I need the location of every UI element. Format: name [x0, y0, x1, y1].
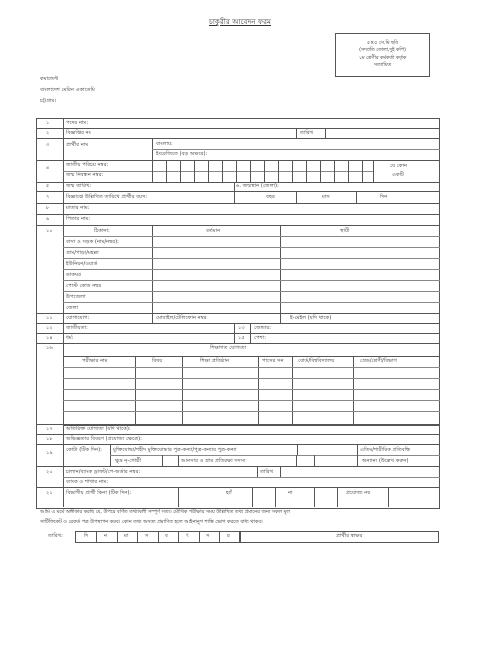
address-union: ইউনিয়ন/ওয়ার্ড [66, 261, 98, 267]
quota-orphan-disabled: এতিম/শারীরিক প্রতিবন্ধি [360, 447, 411, 453]
date-cell-day-1: দি [84, 533, 89, 539]
education-label: শিক্ষাগত যোগ্যতা [210, 345, 247, 351]
date-cell-month-1: মা [124, 533, 129, 539]
any-one-note-2: একটি [392, 172, 404, 178]
addressee-line-3: চট্টগ্রাম। [40, 98, 57, 104]
photo-box-attested: সত্যায়িত [373, 63, 392, 68]
address-post-office: ডাকঘর [66, 272, 82, 278]
quota-ethnic-minority: ক্ষুদ্র নৃ-গোষ্ঠী [115, 458, 142, 464]
declaration-line-1: আমি এ মর্মে অঙ্গীকার করছি যে, উপরে বর্ণিত তথ্যাবলী সম্পূর্ণ সত্য। মৌখিক পরীক্ষার সময় উল্লিখিত তথ্য প্রমানের জন্য সকল মূল [40, 509, 290, 515]
date-cell-year-2: ৎ [186, 533, 189, 539]
photo-box-officer: ১ম শ্রেণীর কর্মকর্তা কর্তৃক [358, 56, 407, 61]
address-village: গ্রাম/পাড়া/মহল্লা [66, 250, 99, 256]
row-21-number: ২১ [46, 490, 53, 496]
age-label: বিজ্ঞাপ্তে উল্লিখিত তারিখে প্রার্থীর বয়স: [66, 194, 148, 200]
declaration-line-2: সার্টিফিকেট ও রেকর্ড পত্র উপস্থাপন করব। কোন তথ্য অসত্য প্রমাণিত হলে আইনানুগ শাস্তি ভোগ করতে বাধ্য থাকব। [40, 519, 263, 525]
education-header-board: বোর্ড/বিশ্ববিদ্যালয় [298, 358, 335, 364]
row-3-number: ৩ [46, 142, 50, 148]
quota-other: অন্যান্য (উল্লেখ করুন) [362, 458, 409, 464]
mother-name-label: মাতার নাম: [66, 205, 90, 211]
present-address-label: বর্তমান [206, 228, 221, 234]
any-one-note-1: যে কোন [390, 163, 408, 169]
address-upazila: উপজেলা [66, 294, 86, 300]
row-18-number: ১৮ [46, 436, 53, 442]
bank-branch-label: ব্যাংক ও শাখার নাম: [66, 479, 109, 485]
nationality-label: জাতীয়তা: [66, 325, 88, 331]
experience-label: অভিজ্ঞতার বিবরণ (প্রযোজ্য ক্ষেত্রে): [66, 436, 142, 442]
quota-freedom-fighter: মুক্তিযোদ্ধা/শহীদ মুক্তিযোদ্ধার পুত্র-কন্যা/পুত্র-কন্যার পুত্র-কন্যা [113, 447, 237, 453]
name-bangla-label: বাংলায়: [156, 141, 173, 147]
applicant-signature-label: প্রার্থীর স্বাক্ষর [336, 533, 363, 539]
religion-label: ধর্ম: [66, 335, 74, 341]
quota-ansar-vdp: আনসার ও গ্রাম প্রতিরক্ষা সদস্য [181, 458, 246, 464]
addressee-line-1: কমান্ডেন্ট [40, 76, 59, 82]
age-day-label: দিন [380, 194, 388, 200]
address-district: জেলা [66, 305, 79, 311]
date-cell-year-4: র [227, 533, 230, 539]
occupation-label: পেশা: [254, 335, 266, 341]
row-9-number: ৯ [46, 216, 50, 222]
contact-label: যোগাযোগ: [66, 315, 90, 321]
mobile-number-label: মোবাইল/টেলিফোন নম্বর [156, 315, 207, 321]
birth-date-label: জন্ম তারিখ: [66, 183, 92, 189]
birth-registration-label: জন্ম নিবন্ধন নম্বর: [66, 172, 104, 178]
permanent-address-label: স্থায়ী [340, 228, 350, 234]
nid-label: জাতীয় পরিচয় নম্বর: [66, 162, 109, 168]
departmental-no-label: না [288, 490, 293, 496]
father-name-label: পিতার নাম: [66, 216, 91, 222]
gender-label: জেন্ডার: [254, 325, 271, 331]
date-cell-day-2: ন [104, 533, 108, 539]
name-english-label: ইংরেজিতে (বড় অক্ষরে): [156, 151, 208, 157]
row-20-number: ২০ [46, 469, 53, 475]
departmental-candidate-label: বিভাগীয় প্রার্থী কিনা (টিক দিন): [66, 490, 132, 496]
email-label: ই-মেইল (যদি থাকে) [290, 315, 332, 321]
date-cell-year-1: ব [165, 533, 168, 539]
row-10-number: ১০ [46, 228, 53, 234]
photo-box [335, 33, 430, 77]
age-year-label: বছর [266, 194, 275, 200]
addressee-line-2: বাংলাদেশ মেরিন একাডেমি [40, 87, 95, 93]
signature-date-label: তারিখ: [48, 533, 63, 539]
birthplace-label: ৬. জন্মস্থান (জেলা): [236, 183, 279, 189]
row-12-number: ১২ [46, 325, 53, 331]
education-header-institution: শিক্ষা প্রতিষ্ঠান [200, 358, 230, 364]
applicant-name-label: প্রার্থীর নাম [66, 142, 89, 148]
date-cell-year-3: স [206, 533, 210, 539]
row-2-number: ২ [46, 130, 50, 136]
row-11-number: ১১ [46, 315, 53, 321]
challan-number-label: চালান/ব্যাংক ড্রাফট/পে-অর্ডার নম্বর: [66, 469, 141, 475]
education-header-grade: গ্রেড/শ্রেণী/বিভাগ [360, 358, 397, 364]
quota-label: কোটা (টিক দিন): [66, 447, 102, 453]
photo-box-size: ৫×৫ সে.মি ছবি [367, 41, 398, 46]
signature-date-boxes [75, 531, 241, 543]
additional-qualification-label: অতিরিক্ত যোগ্যতা (যদি থাকে): [66, 426, 131, 432]
post-name-label: পদের নাম: [66, 120, 89, 126]
photo-box-recent: (সম্প্রতি তোলা,দুই কপি) [359, 48, 406, 53]
row-13-number: ১৩ [238, 325, 245, 331]
circular-date-label: তারিখ [300, 130, 314, 136]
education-header-subject: বিষয় [152, 358, 163, 364]
age-month-label: মাস [322, 194, 330, 200]
row-7-number: ৭ [46, 194, 50, 200]
address-label: ঠিকানা: [94, 228, 110, 234]
circular-number-label: বিজ্ঞপ্তির নং [66, 130, 91, 136]
education-header-exam: পরীক্ষার নাম [82, 358, 108, 364]
row-5-number: ৫ [46, 183, 50, 189]
departmental-yes-label: হ্যাঁ [226, 490, 232, 496]
address-post-code: পোস্ট কোড নম্বর [66, 283, 102, 289]
row-17-number: ১৭ [46, 426, 53, 432]
row-16-number: ১৬ [46, 345, 53, 351]
row-15-number: ১৫ [238, 335, 245, 341]
education-header-year: পাসের সন [262, 358, 284, 364]
date-cell-month-2: স [145, 533, 149, 539]
row-8-number: ৮ [46, 205, 50, 211]
row-14-number: ১৪ [46, 335, 53, 341]
challan-date-label: তারিখ [260, 469, 274, 475]
form-title: চাকুরীর আবেদন ফরম [208, 17, 272, 26]
row-1-number: ১ [46, 120, 50, 126]
departmental-na-label: প্রযোজ্য নয় [346, 490, 371, 496]
row-4-number: ৪ [46, 165, 50, 171]
address-house-road: বাসা ও সড়ক (নাম/নম্বর): [66, 239, 119, 245]
row-19-number: ১৯ [46, 450, 53, 456]
